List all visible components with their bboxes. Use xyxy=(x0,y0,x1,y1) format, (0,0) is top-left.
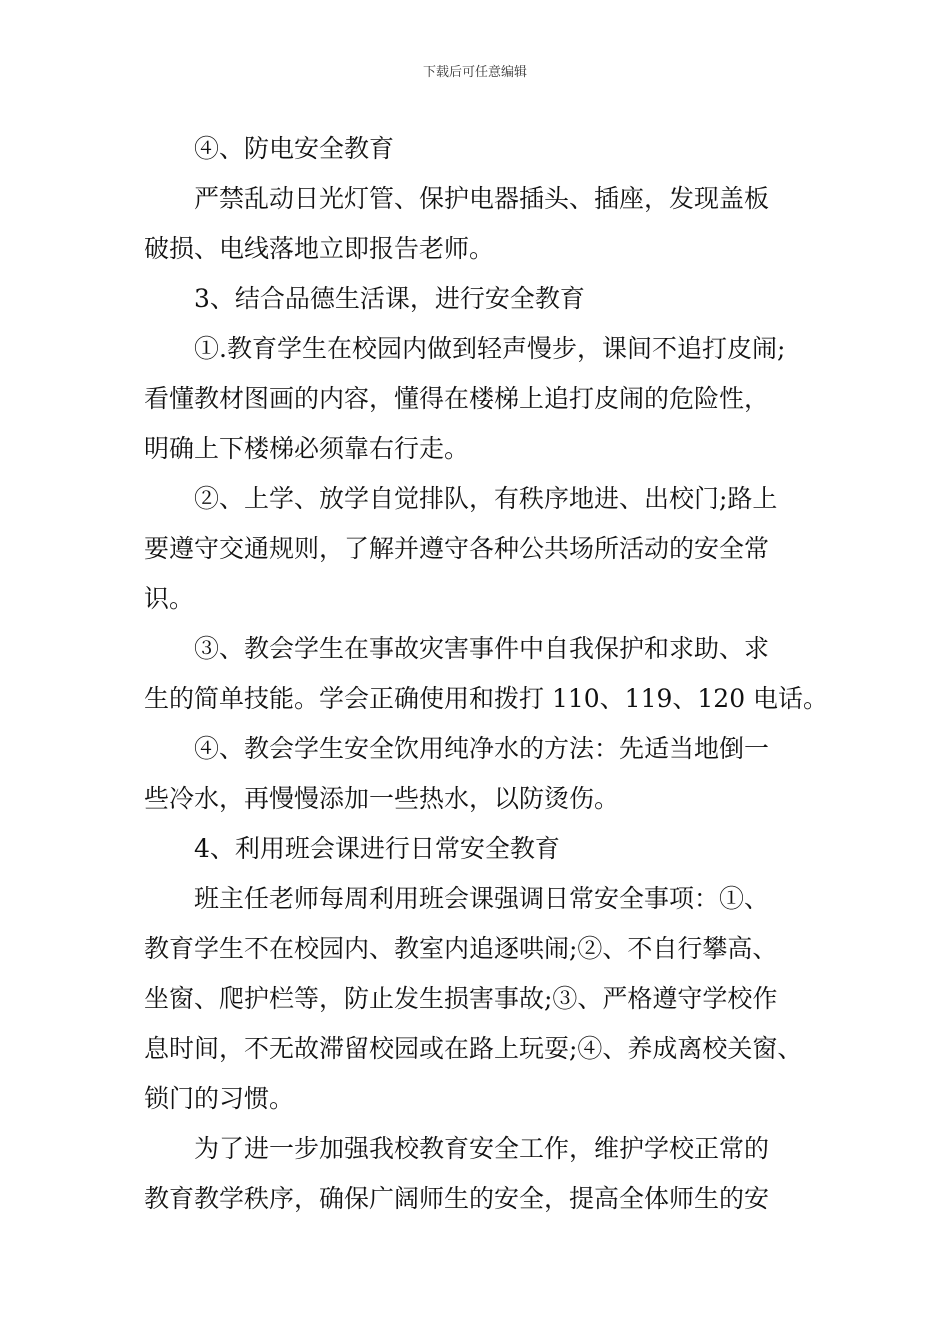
text-line: 4、利用班会课进行日常安全教育 xyxy=(194,834,560,863)
page-header: 下载后可任意编辑 xyxy=(422,65,527,80)
text-line: 严禁乱动日光灯管、保护电器插头、插座，发现盖板 xyxy=(194,184,770,213)
text-line: 坐窗、爬护栏等，防止发生损害事故;③、严格遵守学校作 xyxy=(144,984,778,1013)
text-line: ④、教会学生安全饮用纯净水的方法：先适当地倒一 xyxy=(194,734,770,763)
text-line: ④、防电安全教育 xyxy=(194,134,395,163)
text-line: 明确上下楼梯必须靠右行走。 xyxy=(144,434,470,463)
text-line: 看懂教材图画的内容，懂得在楼梯上追打皮闹的危险性， xyxy=(144,384,770,413)
text-line: 教育学生不在校园内、教室内追逐哄闹;②、不自行攀高、 xyxy=(144,934,778,963)
text-line: ①.教育学生在校园内做到轻声慢步，课间不追打皮闹; xyxy=(194,334,786,363)
text-line: 要遵守交通规则，了解并遵守各种公共场所活动的安全常 xyxy=(144,534,770,563)
text-line: 息时间，不无故滞留校园或在路上玩耍;④、养成离校关窗、 xyxy=(144,1034,803,1063)
paragraph-electric-safety-heading xyxy=(144,124,834,174)
text-line: 班主任老师每周利用班会课强调日常安全事项：①、 xyxy=(194,884,770,913)
text-line: 生的简单技能。学会正确使用和拨打 110、119、120 电话。 xyxy=(144,684,829,713)
document-body xyxy=(144,124,834,1224)
text-line: 教育教学秩序，确保广阔师生的安全，提高全体师生的安 xyxy=(144,1184,770,1213)
paragraph-item-1 xyxy=(144,324,834,474)
text-line: 识。 xyxy=(144,584,195,613)
paragraph-section-4-heading xyxy=(144,824,834,874)
text-line: 破损、电线落地立即报告老师。 xyxy=(144,234,495,263)
paragraph-item-2 xyxy=(144,474,834,624)
paragraph-item-4 xyxy=(144,724,834,824)
text-line: 些冷水，再慢慢添加一些热水，以防烫伤。 xyxy=(144,784,620,813)
paragraph-item-3 xyxy=(144,624,834,724)
paragraph-class-meeting xyxy=(144,874,834,1124)
paragraph-conclusion xyxy=(144,1124,834,1224)
text-line: 为了进一步加强我校教育安全工作，维护学校正常的 xyxy=(194,1134,770,1163)
paragraph-section-3-heading xyxy=(144,274,834,324)
text-line: ③、教会学生在事故灾害事件中自我保护和求助、求 xyxy=(194,634,770,663)
paragraph-electric-safety-rules xyxy=(144,174,834,274)
text-line: 锁门的习惯。 xyxy=(144,1084,295,1113)
text-line: 3、结合品德生活课，进行安全教育 xyxy=(194,284,585,313)
text-line: ②、上学、放学自觉排队，有秩序地进、出校门;路上 xyxy=(194,484,778,513)
